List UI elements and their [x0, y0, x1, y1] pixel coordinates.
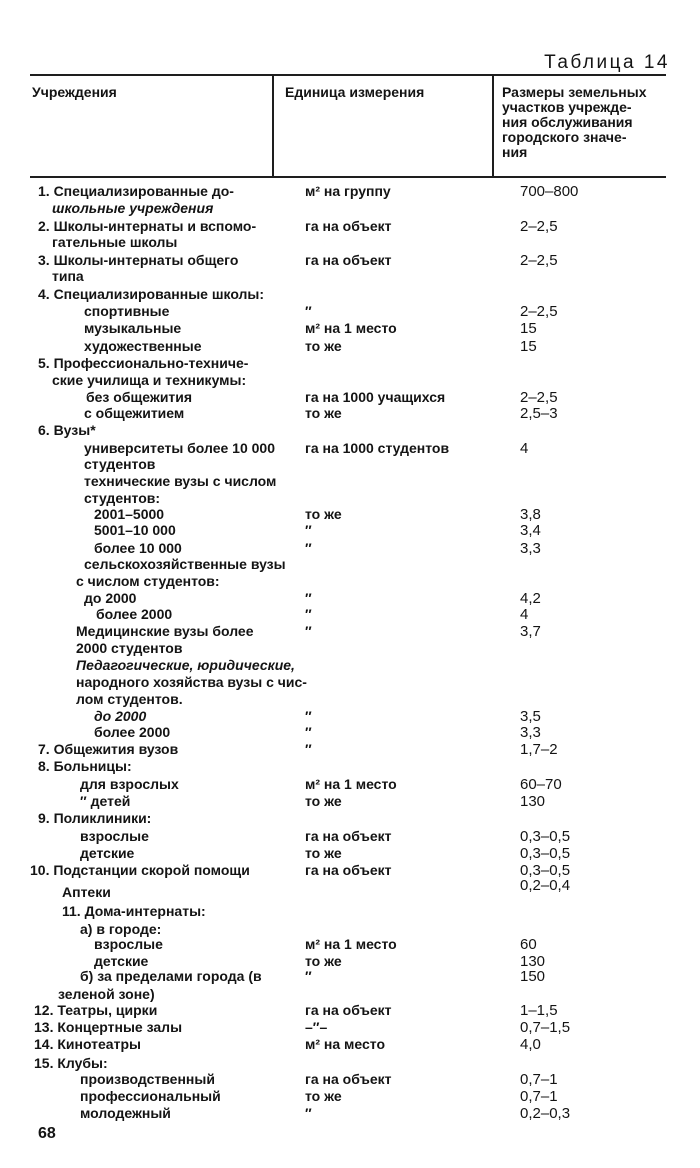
institution-cell: до 2000: [94, 708, 147, 724]
table-row: [0, 405, 700, 423]
institution-cell: зеленой зоне): [58, 986, 155, 1002]
unit-cell: м² на группу: [305, 183, 391, 199]
institution-cell: Аптеки: [62, 884, 111, 900]
unit-cell: то же: [305, 845, 342, 861]
institution-cell: 2000 студентов: [76, 640, 183, 656]
institution-cell: 5001–10 000: [94, 522, 176, 538]
table-row: [0, 623, 700, 641]
plot-size-cell: 0,7–1: [520, 1071, 558, 1088]
institution-cell: 6. Вузы*: [38, 422, 96, 438]
institution-cell: а) в городе:: [80, 921, 162, 937]
unit-cell: то же: [305, 405, 342, 421]
table-row: [0, 522, 700, 540]
plot-size-cell: 0,7–1,5: [520, 1019, 571, 1036]
table-row: [0, 456, 700, 474]
plot-size-cell: 2–2,5: [520, 218, 558, 235]
plot-size-cell: 2,5–3: [520, 405, 558, 422]
plot-size-cell: 3,3: [520, 540, 541, 557]
institution-cell: б) за пределами города (в: [80, 968, 262, 984]
table-row: [0, 903, 700, 921]
unit-cell: то же: [305, 793, 342, 809]
plot-size-cell: 0,2–0,3: [520, 1105, 571, 1122]
institution-cell: музыкальные: [84, 320, 182, 336]
table-row: [0, 968, 700, 986]
plot-size-cell: 3,7: [520, 623, 541, 640]
table-row: [0, 674, 700, 692]
institution-cell: более 2000: [94, 724, 171, 740]
table-top-rule: [30, 74, 666, 76]
table-row: [0, 303, 700, 321]
institution-cell: 15. Клубы:: [34, 1055, 108, 1071]
plot-size-cell: 2–2,5: [520, 389, 558, 406]
unit-cell: то же: [305, 506, 342, 522]
institution-cell: Педагогические, юридические,: [76, 657, 295, 673]
unit-cell: ″: [305, 606, 312, 622]
plot-size-cell: 60–70: [520, 776, 562, 793]
unit-cell: то же: [305, 953, 342, 969]
institution-cell: типа: [52, 268, 84, 284]
plot-size-cell: 3,5: [520, 708, 541, 725]
unit-cell: м² на 1 место: [305, 776, 397, 792]
table-row: [0, 234, 700, 252]
table-row: [0, 556, 700, 574]
institution-cell: 11. Дома-интернаты:: [62, 903, 206, 919]
unit-cell: ″: [305, 741, 312, 757]
plot-size-cell: 0,3–0,5: [520, 845, 571, 862]
plot-size-cell: 15: [520, 320, 537, 337]
column-divider-1: [272, 74, 274, 176]
table-row: [0, 606, 700, 624]
unit-cell: ″: [305, 303, 312, 319]
institution-cell: профессиональный: [80, 1088, 221, 1104]
unit-cell: га на объект: [305, 862, 392, 878]
plot-size-cell: 1,7–2: [520, 741, 558, 758]
institution-cell: 12. Театры, цирки: [34, 1002, 158, 1018]
unit-cell: га на объект: [305, 1071, 392, 1087]
institution-cell: Медицинские вузы более: [76, 623, 254, 639]
institution-cell: ские училища и техникумы:: [52, 372, 247, 388]
unit-cell: га на объект: [305, 252, 392, 268]
table-row: [0, 776, 700, 794]
unit-cell: га на объект: [305, 218, 392, 234]
table-row: [0, 1019, 700, 1037]
institution-cell: 13. Концертные залы: [34, 1019, 183, 1035]
unit-cell: га на объект: [305, 828, 392, 844]
unit-cell: га на 1000 учащихся: [305, 389, 446, 405]
institution-cell: лом студентов.: [76, 691, 183, 707]
header-institutions: Учреждения: [32, 84, 117, 100]
unit-cell: ″: [305, 724, 312, 740]
table-row: [0, 200, 700, 218]
unit-cell: м² на 1 место: [305, 936, 397, 952]
unit-cell: ″: [305, 623, 312, 639]
table-row: [0, 1002, 700, 1020]
plot-size-cell: 150: [520, 968, 546, 985]
institution-cell: 14. Кинотеатры: [34, 1036, 141, 1052]
plot-size-cell: 4,2: [520, 590, 541, 607]
institution-cell: молодежный: [80, 1105, 171, 1121]
institution-cell: университеты более 10 000: [84, 440, 276, 456]
unit-cell: м² на 1 место: [305, 320, 397, 336]
plot-size-cell: 1–1,5: [520, 1002, 558, 1019]
institution-cell: детские: [80, 845, 135, 861]
plot-size-cell: 0,3–0,5: [520, 862, 571, 879]
unit-cell: то же: [305, 338, 342, 354]
institution-cell: 4. Специализированные школы:: [38, 286, 265, 302]
unit-cell: ″: [305, 540, 312, 556]
table-row: [0, 845, 700, 863]
institution-cell: 1. Специализированные до-: [38, 183, 234, 199]
institution-cell: взрослые: [80, 828, 149, 844]
table-row: [0, 286, 700, 304]
institution-cell: производственный: [80, 1071, 215, 1087]
plot-size-cell: 130: [520, 953, 546, 970]
institution-cell: 2. Школы-интернаты и вспомо-: [38, 218, 257, 234]
table-row: [0, 372, 700, 390]
institution-cell: 2001–5000: [94, 506, 165, 522]
table-row: [0, 741, 700, 759]
institution-cell: народного хозяйства вузы с чис-: [76, 674, 307, 690]
table-row: [0, 691, 700, 709]
table-row: [0, 473, 700, 491]
table-row: [0, 810, 700, 828]
institution-cell: с общежитием: [84, 405, 185, 421]
unit-cell: –″–: [305, 1019, 328, 1035]
institution-cell: художественные: [84, 338, 202, 354]
table-row: [0, 724, 700, 742]
institution-cell: детские: [94, 953, 149, 969]
institution-cell: технические вузы с числом: [84, 473, 277, 489]
table-row: [0, 422, 700, 440]
institution-cell: 5. Профессионально-техниче-: [38, 355, 249, 371]
table-row: [0, 657, 700, 675]
table-row: [0, 758, 700, 776]
plot-size-cell: 130: [520, 793, 546, 810]
institution-cell: ″ детей: [80, 793, 131, 809]
plot-size-cell: 15: [520, 338, 537, 355]
plot-size-cell: 2–2,5: [520, 303, 558, 320]
table-row: [0, 268, 700, 286]
table-row: [0, 640, 700, 658]
table-row: [0, 573, 700, 591]
unit-cell: ″: [305, 590, 312, 606]
table-row: [0, 320, 700, 338]
header-plot-size: Размеры земельных участков учрежде- ния обслуживания городского значе- ния: [502, 84, 647, 160]
institution-cell: школьные учреждения: [52, 200, 214, 216]
institution-cell: студентов:: [84, 490, 161, 506]
unit-cell: га на 1000 студентов: [305, 440, 450, 456]
unit-cell: га на объект: [305, 1002, 392, 1018]
column-divider-2: [492, 74, 494, 176]
plot-size-cell: 0,2–0,4: [520, 877, 571, 894]
plot-size-cell: 4: [520, 440, 529, 457]
table-row: [0, 1071, 700, 1089]
plot-size-cell: 3,3: [520, 724, 541, 741]
institution-cell: до 2000: [84, 590, 137, 606]
plot-size-cell: 3,8: [520, 506, 541, 523]
institution-cell: 7. Общежития вузов: [38, 741, 179, 757]
institution-cell: для взрослых: [80, 776, 179, 792]
unit-cell: ″: [305, 522, 312, 538]
institution-cell: 9. Поликлиники:: [38, 810, 152, 826]
institution-cell: взрослые: [94, 936, 163, 952]
table-row: [0, 936, 700, 954]
institution-cell: более 10 000: [94, 540, 182, 556]
institution-cell: 10. Подстанции скорой помощи: [30, 862, 250, 878]
unit-cell: м² на место: [305, 1036, 386, 1052]
institution-cell: 8. Больницы:: [38, 758, 132, 774]
institution-cell: студентов: [84, 456, 156, 472]
plot-size-cell: 2–2,5: [520, 252, 558, 269]
table-row: [0, 884, 700, 902]
header-unit: Единица измерения: [285, 84, 425, 100]
unit-cell: ″: [305, 1105, 312, 1121]
table-row: [0, 355, 700, 373]
institution-cell: гательные школы: [52, 234, 178, 250]
table-row: [0, 1088, 700, 1106]
institution-cell: спортивные: [84, 303, 170, 319]
institution-cell: без общежития: [86, 389, 193, 405]
plot-size-cell: 3,4: [520, 522, 541, 539]
unit-cell: ″: [305, 708, 312, 724]
plot-size-cell: 4,0: [520, 1036, 541, 1053]
table-caption: Таблица 14: [544, 52, 670, 73]
table-row: [0, 1036, 700, 1054]
institution-cell: с числом студентов:: [76, 573, 220, 589]
plot-size-cell: 700–800: [520, 183, 579, 200]
institution-cell: сельскохозяйственные вузы: [84, 556, 286, 572]
institution-cell: 3. Школы-интернаты общего: [38, 252, 239, 268]
table-row: [0, 338, 700, 356]
table-row: [0, 793, 700, 811]
table-row: [0, 1105, 700, 1123]
unit-cell: то же: [305, 1088, 342, 1104]
unit-cell: ″: [305, 968, 312, 984]
plot-size-cell: 60: [520, 936, 537, 953]
plot-size-cell: 4: [520, 606, 529, 623]
table-row: [0, 828, 700, 846]
table-row: [0, 183, 700, 201]
plot-size-cell: 0,3–0,5: [520, 828, 571, 845]
table-header-rule: [30, 176, 666, 178]
institution-cell: более 2000: [96, 606, 173, 622]
plot-size-cell: 0,7–1: [520, 1088, 558, 1105]
page-number: 68: [38, 1125, 56, 1142]
